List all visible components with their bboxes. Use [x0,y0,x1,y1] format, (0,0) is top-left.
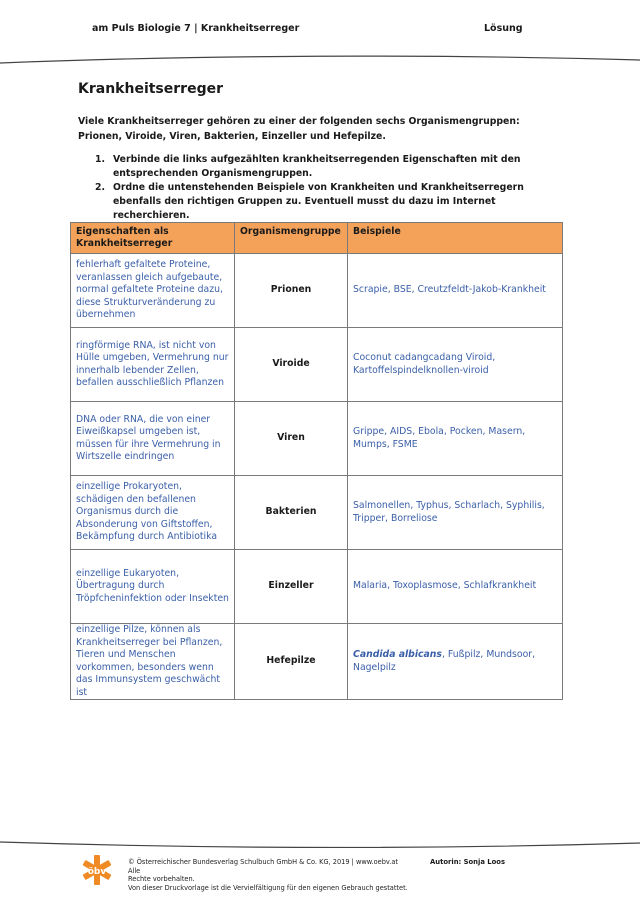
column-header-properties: Eigenschaften als Krankheitserreger [71,223,235,254]
table-row [71,328,563,402]
copyright-line: Rechte vorbehalten. [128,875,195,884]
logo-text: öbv [87,867,107,877]
copyright-notice [128,858,408,892]
copyright-line: © Österreichischer Bundesverlag Schulbuch GmbH & Co. KG, 2019 | www.oebv.at Alle [128,858,398,875]
cell-examples [348,550,563,624]
examples-text: Scrapie, BSE, Creutzfeldt-Jakob-Krankheit [353,284,546,296]
cell-properties: fehlerhaft gefaltete Proteine, veranlassen gleich aufgebaute, normal gefaltete Proteine dazu, diese Strukturveränderung zu übernehmen [71,254,235,328]
table-row [71,550,563,624]
task-number: 2. [95,182,106,193]
pathogen-table [70,222,563,700]
cell-examples [348,624,563,700]
table-row [71,402,563,476]
cell-group: Viroide [235,328,348,402]
task-list [95,153,565,223]
column-header-group: Organismengruppe [235,223,348,254]
column-header-examples: Beispiele [348,223,563,254]
table-row [71,624,563,700]
cell-properties: einzellige Eukaryoten, Übertragung durch Tröpfcheninfektion oder Insekten [71,550,235,624]
cell-group: Bakterien [235,476,348,550]
header-wave-line [0,50,640,68]
cell-examples [348,254,563,328]
cell-properties: einzellige Prokaryoten, schädigen den befallenen Organismus durch die Absonderung von Giftstoffen, Bekämpfung durch Antibiotika [71,476,235,550]
examples-text: Malaria, Toxoplasmose, Schlafkrankheit [353,580,537,592]
cell-group: Prionen [235,254,348,328]
task-item [95,181,565,223]
cell-examples [348,328,563,402]
copyright-line: Von dieser Druckvorlage ist die Vervielfältigung für den eigenen Gebrauch gestattet. [128,883,408,892]
intro-text: Viele Krankheitserreger gehören zu einer der folgenden sechs Organismengruppen: Prionen, Viroide, Viren, Bakterien, Einzeller und Hefepilze. [78,116,520,142]
examples-text: Grippe, AIDS, Ebola, Pocken, Masern, Mumps, FSME [353,426,526,450]
task-item [95,153,565,181]
table-header-row [71,223,563,254]
header-solution-label: Lösung [484,23,523,34]
footer-wave-line [0,838,640,852]
examples-text: Coconut cadangcadang Viroid, Kartoffelspindelknollen-viroid [353,352,496,376]
oebv-logo-icon [82,855,112,885]
cell-properties: einzellige Pilze, können als Krankheitserreger bei Pflanzen, Tieren und Menschen vorkommen, besonders wenn das Immunsystem geschwächt ist [71,624,235,700]
cell-properties: ringförmige RNA, ist nicht von Hülle umgeben, Vermehrung nur innerhalb lebender Zellen, befallen ausschließlich Pflanzen [71,328,235,402]
cell-group: Hefepilze [235,624,348,700]
examples-text: , Fußpilz, Mundsoor, Nagelpilz [353,649,536,673]
page-title: Krankheitserreger [78,81,223,97]
cell-properties: DNA oder RNA, die von einer Eiweißkapsel umgeben ist, müssen für ihre Vermehrung in Wirtszelle eindringen [71,402,235,476]
cell-examples [348,476,563,550]
header-title: am Puls Biologie 7 | Krankheitserreger [92,23,300,34]
table-row [71,254,563,328]
examples-italic: Candida albicans [353,649,442,660]
task-number: 1. [95,154,106,165]
table-row [71,476,563,550]
examples-text: Salmonellen, Typhus, Scharlach, Syphilis, Tripper, Borreliose [353,500,545,524]
author-credit: Autorin: Sonja Loos [430,858,506,866]
cell-examples [348,402,563,476]
task-text: Ordne die untenstehenden Beispiele von Krankheiten und Krankheitserregern ebenfalls den richtigen Gruppen zu. Eventuell musst du dazu im Internet recherchieren. [113,182,524,221]
task-text: Verbinde die links aufgezählten krankheitserregenden Eigenschaften mit den entsprechenden Organismengruppen. [113,154,521,179]
cell-group: Viren [235,402,348,476]
cell-group: Einzeller [235,550,348,624]
